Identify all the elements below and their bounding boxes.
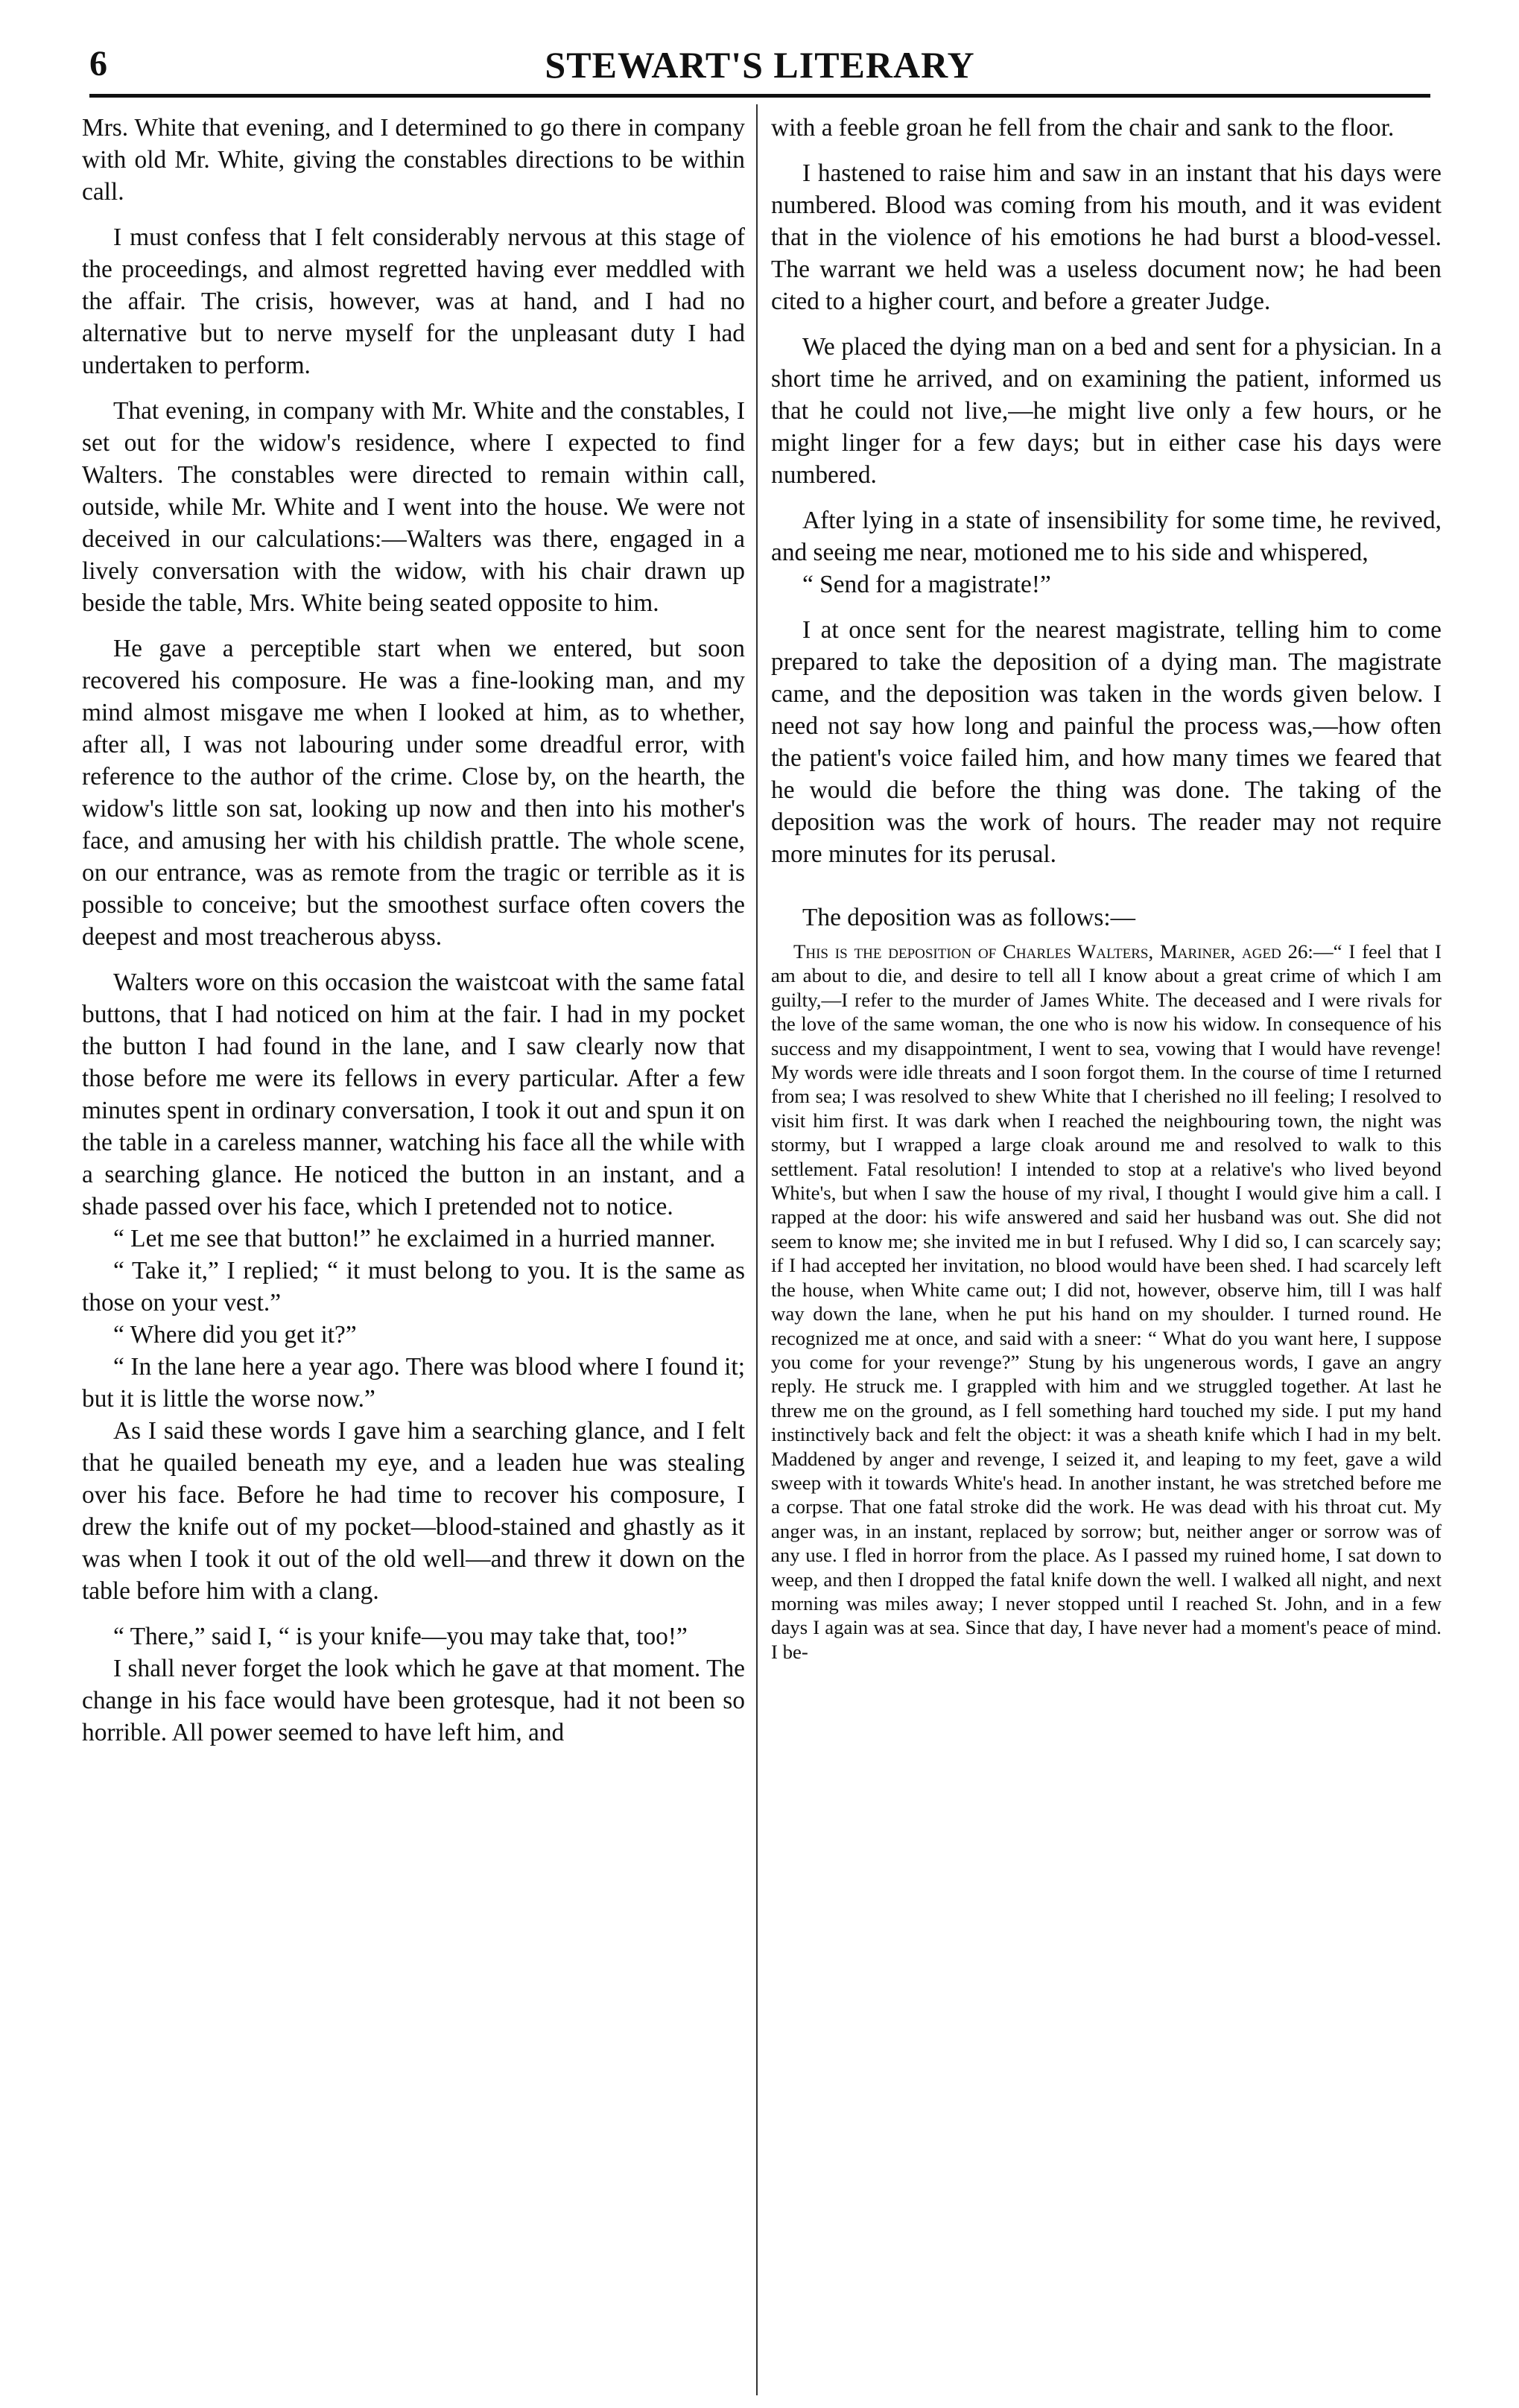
paragraph: “ Let me see that button!” he exclaimed in a hurried manner.	[113, 1225, 716, 1252]
paragraph: “ Take it,” I replied; “ it must belong to you. It is the same as those on your vest.”	[82, 1257, 745, 1317]
paragraph: “ There,” said I, “ is your knife—you may take that, too!”	[113, 1623, 688, 1650]
paragraph: Walters wore on this occasion the waistcoat with the same fatal buttons, that I had noticed on him at the fair. I had in my pocket the button I had found in the lane, and I saw clearly now that those before me were its fellows in every particular. After a few minutes spent in ordinary conversation, I took it out and spun it on the table in a careless manner, watching his face all the while with a searching glance. He noticed the button in an instant, and a shade passed over his face, which I pretended not to notice.	[82, 969, 745, 1220]
paragraph: I shall never forget the look which he gave at that moment. The change in his face would have been grotesque, had it not been so horrible. All power seemed to have left him, and	[82, 1655, 745, 1746]
paragraph: After lying in a state of insensibility for some time, he revived, and seeing me near, motioned me to his side and whispered,	[771, 507, 1442, 566]
paragraph: We placed the dying man on a bed and sent for a physician. In a short time he arrived, and on examining the patient, informed us that he could not live,—he might live only a few hours, or he might linger for a few days; but in either case his days were numbered.	[771, 333, 1442, 489]
deposition-text	[771, 940, 1442, 1664]
paragraph: “ Send for a magistrate!”	[802, 571, 1051, 598]
paragraph: I at once sent for the nearest magistrate, telling him to come prepared to take the deposition of a dying man. The magistrate came, and the deposition was taken in the words given below. I need not say how long and painful the process was,—how often the patient's voice failed him, and how many times we feared that he would die before the thing was done. The taking of the deposition was the work of hours. The reader may not require more minutes for its perusal.	[771, 616, 1442, 868]
paragraph: I hastened to raise him and saw in an instant that his days were numbered. Blood was coming from his mouth, and it was evident that in the violence of his emotions he had burst a blood-vessel. The warrant we held was a useless document now; he had been cited to a higher court, and before a greater Judge.	[771, 159, 1442, 315]
paragraph: As I said these words I gave him a searching glance, and I felt that he quailed beneath my eye, and a leaden hue was stealing over his face. Before he had time to recover his composure, I drew the knife out of my pocket—blood-stained and ghastly as it was when I took it out of the old well—and threw it down on the table before him with a clang.	[82, 1417, 745, 1605]
page-header	[89, 21, 1430, 95]
right-column	[771, 112, 1442, 2392]
page-number: 6	[89, 44, 107, 83]
deposition-body: —“ I feel that I am about to die, and desire to tell all I know about a great crime of which I am guilty,—I refer to the murder of James White. The deceased and I were rivals for the love of the same woman, the one who is now his widow. In consequence of his success and my disappointment, I went to sea, vowing that I would have revenge! My words were idle threats and I soon forgot them. In the course of time I returned from sea; I was resolved to shew White that I cherished no ill feeling; I resolved to visit him first. It was dark when I reached the neighbouring town, the night was stormy, but I wrapped a large cloak around me and resolved to walk to this settlement. Fatal resolution! I intended to stop at a relative's who lived beyond White's, but when I saw the house of my rival, I thought I would give him a call. I rapped at the door: his wife answered and said her husband was out. She did not seem to know me; she invited me in but I refused. Why I did so, I can scarcely say; if I had accepted her invitation, no blood would have been shed. I had scarcely left the house, when White came out; I did not, however, observe him, till I was half way down the lane, when he put his hand on my shoulder. I turned round. He recognized me at once, and said with a sneer: “ What do you want here, I suppose you come for your revenge?” Stung by his ungenerous words, I gave an angry reply. He struck me. I grappled with him and we struggled together. At last he threw me on the ground, as I fell something hard touched my side. I put my hand instinctively back and felt the object: it was a sheath knife which I had in my belt. Maddened by anger and revenge, I seized it, and leaping to my feet, gave a wild sweep with it towards White's head. In another instant, he was stretched before me a corpse. That one fatal stroke did the work. He was dead with his throat cut. My anger was, in an instant, replaced by sorrow; but, neither anger or sorrow was of any use. I fled in horror from the place. As I passed my ruined home, I sat down to weep, and then I dropped the fatal knife down the well. I walked all night, and next morning was miles away; I never stopped until I reached St. John, and in a few days I again was at sea. Since that day, I have never had a moment's peace of mind. I be-	[771, 940, 1442, 1663]
paragraph: He gave a perceptible start when we entered, but soon recovered his composure. He was a fine-looking man, and my mind almost misgave me when I looked at him, as to whether, after all, I was not labouring under some dreadful error, with reference to the author of the crime. Close by, on the hearth, the widow's little son sat, looking up now and then into his mother's face, and amusing her with his childish prattle. The whole scene, on our entrance, was as remote from the tragic or terrible as it is possible to conceive; but the smoothest surface often covers the deepest and most treacherous abyss.	[82, 635, 745, 951]
paragraph: Mrs. White that evening, and I determined to go there in company with old Mr. White, giving the constables directions to be within call.	[82, 114, 745, 206]
running-title: STEWART'S LITERARY	[545, 44, 975, 86]
deposition-lead: This is the deposition of Charles Walters, Mariner, aged 26:	[793, 940, 1313, 963]
header-rule	[89, 94, 1430, 98]
paragraph: “ Where did you get it?”	[113, 1321, 357, 1349]
paragraph: I must confess that I felt considerably nervous at this stage of the proceedings, and almost regretted having ever meddled with the affair. The crisis, however, was at hand, and I had no alternative but to nerve myself for the unpleasant duty I had undertaken to perform.	[82, 224, 745, 379]
deposition-intro: The deposition was as follows:—	[802, 904, 1136, 931]
paragraph: That evening, in company with Mr. White and the constables, I set out for the widow's residence, where I expected to find Walters. The constables were directed to remain within call, outside, while Mr. White and I went into the house. We were not deceived in our calculations:—Walters was there, engaged in a lively conversation with the widow, with his chair drawn up beside the table, Mrs. White being seated opposite to him.	[82, 397, 745, 617]
column-divider	[756, 104, 758, 2395]
left-column	[82, 112, 745, 2392]
paragraph: “ In the lane here a year ago. There was blood where I found it; but it is little the worse now.”	[82, 1353, 745, 1413]
paragraph: with a feeble groan he fell from the chair and sank to the floor.	[771, 114, 1395, 142]
